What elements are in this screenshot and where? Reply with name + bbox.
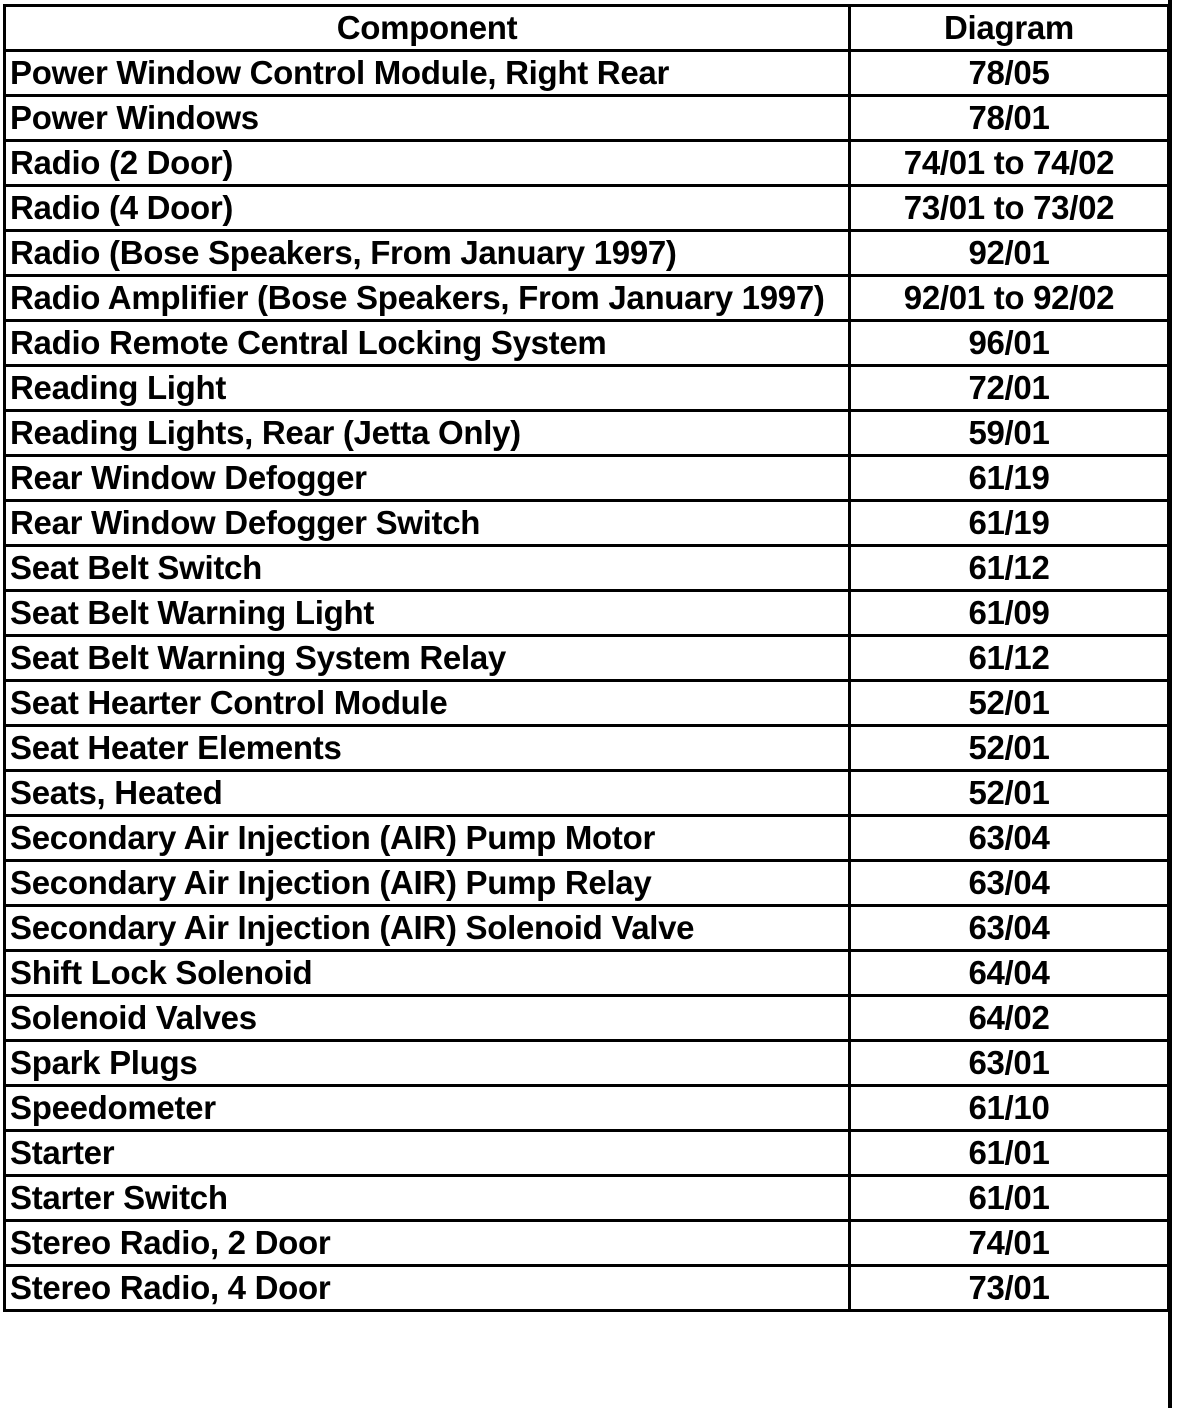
- diagram-cell: 63/01: [850, 1041, 1169, 1086]
- component-cell: Rear Window Defogger: [5, 456, 850, 501]
- table-row: [5, 501, 1169, 546]
- component-cell: Power Window Control Module, Right Rear: [5, 51, 850, 96]
- component-cell: Radio (4 Door): [5, 186, 850, 231]
- table-row: [5, 636, 1169, 681]
- table-row: [5, 96, 1169, 141]
- table-row: [5, 1086, 1169, 1131]
- component-cell: Starter: [5, 1131, 850, 1176]
- diagram-cell: 92/01 to 92/02: [850, 276, 1169, 321]
- component-cell: Spark Plugs: [5, 1041, 850, 1086]
- header-row: [5, 6, 1169, 51]
- table-row: [5, 1041, 1169, 1086]
- table-row: [5, 456, 1169, 501]
- component-cell: Stereo Radio, 2 Door: [5, 1221, 850, 1266]
- component-cell: Solenoid Valves: [5, 996, 850, 1041]
- component-column-header: Component: [5, 6, 850, 51]
- diagram-cell: 78/01: [850, 96, 1169, 141]
- table-row: [5, 951, 1169, 996]
- table-row: [5, 861, 1169, 906]
- table-body: [5, 51, 1169, 1311]
- diagram-cell: 73/01 to 73/02: [850, 186, 1169, 231]
- diagram-cell: 61/12: [850, 546, 1169, 591]
- diagram-cell: 74/01: [850, 1221, 1169, 1266]
- diagram-cell: 52/01: [850, 681, 1169, 726]
- table-row: [5, 726, 1169, 771]
- diagram-cell: 73/01: [850, 1266, 1169, 1311]
- table-row: [5, 906, 1169, 951]
- table-row: [5, 546, 1169, 591]
- table-row: [5, 1131, 1169, 1176]
- table-row: [5, 681, 1169, 726]
- table-row: [5, 1176, 1169, 1221]
- diagram-cell: 74/01 to 74/02: [850, 141, 1169, 186]
- table-row: [5, 366, 1169, 411]
- table-row: [5, 996, 1169, 1041]
- component-cell: Radio Remote Central Locking System: [5, 321, 850, 366]
- table-row: [5, 1221, 1169, 1266]
- diagram-cell: 64/02: [850, 996, 1169, 1041]
- component-cell: Power Windows: [5, 96, 850, 141]
- component-cell: Rear Window Defogger Switch: [5, 501, 850, 546]
- diagram-cell: 63/04: [850, 906, 1169, 951]
- diagram-cell: 61/12: [850, 636, 1169, 681]
- table-row: [5, 591, 1169, 636]
- diagram-cell: 78/05: [850, 51, 1169, 96]
- diagram-cell: 52/01: [850, 726, 1169, 771]
- table-row: [5, 771, 1169, 816]
- diagram-column-header: Diagram: [850, 6, 1169, 51]
- component-cell: Seat Belt Warning Light: [5, 591, 850, 636]
- diagram-cell: 59/01: [850, 411, 1169, 456]
- table-row: [5, 1266, 1169, 1311]
- component-cell: Seat Hearter Control Module: [5, 681, 850, 726]
- diagram-cell: 61/01: [850, 1176, 1169, 1221]
- table-row: [5, 411, 1169, 456]
- table-row: [5, 231, 1169, 276]
- component-cell: Radio (2 Door): [5, 141, 850, 186]
- table-row: [5, 186, 1169, 231]
- diagram-cell: 52/01: [850, 771, 1169, 816]
- table-row: [5, 276, 1169, 321]
- diagram-cell: 61/10: [850, 1086, 1169, 1131]
- component-cell: Speedometer: [5, 1086, 850, 1131]
- table-row: [5, 816, 1169, 861]
- component-cell: Stereo Radio, 4 Door: [5, 1266, 850, 1311]
- component-cell: Seat Belt Warning System Relay: [5, 636, 850, 681]
- diagram-cell: 72/01: [850, 366, 1169, 411]
- component-diagram-table: [3, 4, 1170, 1312]
- diagram-cell: 61/19: [850, 456, 1169, 501]
- table-row: [5, 51, 1169, 96]
- component-cell: Seat Belt Switch: [5, 546, 850, 591]
- diagram-cell: 61/09: [850, 591, 1169, 636]
- diagram-cell: 64/04: [850, 951, 1169, 996]
- diagram-cell: 61/01: [850, 1131, 1169, 1176]
- component-cell: Radio Amplifier (Bose Speakers, From January 1997): [5, 276, 850, 321]
- component-cell: Secondary Air Injection (AIR) Pump Relay: [5, 861, 850, 906]
- diagram-cell: 92/01: [850, 231, 1169, 276]
- diagram-cell: 63/04: [850, 861, 1169, 906]
- component-cell: Radio (Bose Speakers, From January 1997): [5, 231, 850, 276]
- right-border-line: [1168, 0, 1172, 1408]
- table-row: [5, 321, 1169, 366]
- component-cell: Seat Heater Elements: [5, 726, 850, 771]
- diagram-cell: 96/01: [850, 321, 1169, 366]
- table-row: [5, 141, 1169, 186]
- component-cell: Secondary Air Injection (AIR) Pump Motor: [5, 816, 850, 861]
- component-index-sheet: [3, 4, 1167, 1312]
- component-cell: Starter Switch: [5, 1176, 850, 1221]
- component-cell: Shift Lock Solenoid: [5, 951, 850, 996]
- component-cell: Reading Light: [5, 366, 850, 411]
- component-cell: Reading Lights, Rear (Jetta Only): [5, 411, 850, 456]
- diagram-cell: 61/19: [850, 501, 1169, 546]
- component-cell: Seats, Heated: [5, 771, 850, 816]
- component-cell: Secondary Air Injection (AIR) Solenoid Valve: [5, 906, 850, 951]
- diagram-cell: 63/04: [850, 816, 1169, 861]
